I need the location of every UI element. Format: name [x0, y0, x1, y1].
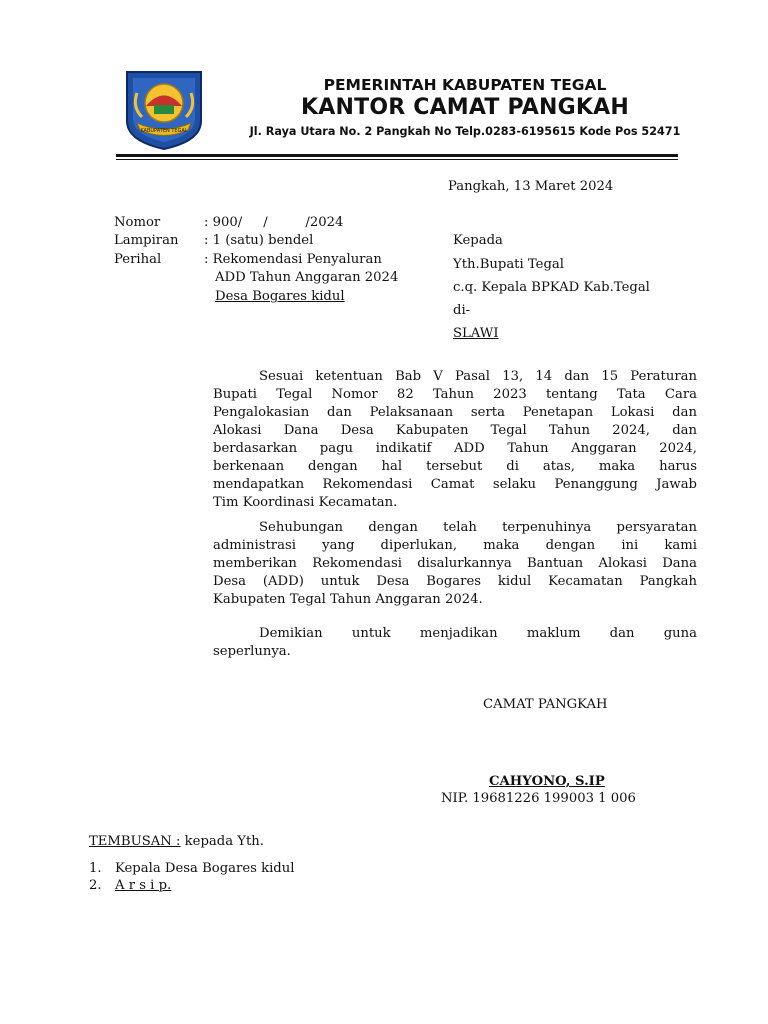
- tembusan-item-number: 1.: [89, 861, 102, 876]
- body-paragraph-1: [213, 368, 697, 512]
- recipient-yth: Yth.Bupati Tegal: [453, 257, 564, 272]
- paragraph-line: mendapatkan Rekomendasi Camat selaku Penanggung Jawab: [213, 477, 697, 492]
- letterhead-government-name: PEMERINTAH KABUPATEN TEGAL: [323, 76, 607, 94]
- letterhead-divider-thick: [116, 154, 678, 157]
- body-paragraph-3: [213, 625, 697, 661]
- paragraph-line: Alokasi Dana Desa Kabupaten Tegal Tahun 2024, dan: [213, 423, 697, 438]
- tembusan-item-text: A r s i p.: [115, 878, 172, 893]
- recipient-cq: c.q. Kepala BPKAD Kab.Tegal: [453, 280, 650, 295]
- perihal-line-2: ADD Tahun Anggaran 2024: [215, 270, 399, 285]
- paragraph-line: Bupati Tegal Nomor 82 Tahun 2023 tentang Tata Cara: [213, 387, 697, 402]
- body-paragraph-2: [213, 519, 697, 609]
- recipient-di: di-: [453, 303, 471, 318]
- letterhead-address: Jl. Raya Utara No. 2 Pangkah No Telp.0283-6195615 Kode Pos 52471: [249, 125, 681, 138]
- recipient-city: SLAWI: [453, 326, 499, 341]
- tembusan-suffix: kepada Yth.: [180, 834, 264, 849]
- tembusan-item-number: 2.: [89, 878, 102, 893]
- paragraph-line: berkenaan dengan hal tersebut di atas, maka harus: [213, 459, 697, 474]
- nomor-value: : 900/ / /2024: [204, 215, 344, 230]
- signatory-name: CAHYONO, S.IP: [489, 774, 605, 789]
- paragraph-line: Desa (ADD) untuk Desa Bogares kidul Kecamatan Pangkah: [213, 574, 697, 589]
- tembusan-label: TEMBUSAN :: [89, 834, 181, 849]
- tembusan-item-text: Kepala Desa Bogares kidul: [115, 861, 295, 876]
- perihal-line-3: Desa Bogares kidul: [215, 289, 345, 304]
- paragraph-line: Tim Koordinasi Kecamatan.: [213, 495, 398, 510]
- government-seal-logo: [124, 69, 204, 151]
- signatory-nip: NIP. 19681226 199003 1 006: [441, 791, 636, 806]
- paragraph-line: Sesuai ketentuan Bab V Pasal 13, 14 dan 15 Peraturan: [259, 369, 697, 384]
- paragraph-line: Pengalokasian dan Pelaksanaan serta Penetapan Lokasi dan: [213, 405, 697, 420]
- signatory-title: CAMAT PANGKAH: [483, 697, 608, 712]
- perihal-label: Perihal: [114, 252, 162, 267]
- paragraph-line: memberikan Rekomendasi disalurkannya Bantuan Alokasi Dana: [213, 556, 697, 571]
- lampiran-label: Lampiran: [114, 233, 179, 248]
- recipient-kepada: Kepada: [453, 233, 503, 248]
- paragraph-line: Demikian untuk menjadikan maklum dan guna: [259, 626, 697, 641]
- tembusan-item: [89, 877, 171, 895]
- letterhead-divider-thin: [116, 159, 678, 160]
- paragraph-line: Kabupaten Tegal Tahun Anggaran 2024.: [213, 592, 483, 607]
- paragraph-line: berdasarkan pagu indikatif ADD Tahun Anggaran 2024,: [213, 441, 697, 456]
- tembusan-heading: [89, 833, 264, 851]
- letterhead-office-name: KANTOR CAMAT PANGKAH: [301, 95, 629, 120]
- place-date: Pangkah, 13 Maret 2024: [448, 179, 614, 194]
- perihal-value: : Rekomendasi Penyaluran: [204, 252, 382, 267]
- nomor-label: Nomor: [114, 215, 161, 230]
- paragraph-line: Sehubungan dengan telah terpenuhinya persyaratan: [259, 520, 697, 535]
- tembusan-item: [89, 860, 294, 878]
- paragraph-line: administrasi yang diperlukan, maka dengan ini kami: [213, 538, 697, 553]
- seal-ribbon-text: KABUPATEN TEGAL: [140, 128, 188, 134]
- paragraph-line: seperlunya.: [213, 644, 291, 659]
- lampiran-value: : 1 (satu) bendel: [204, 233, 314, 248]
